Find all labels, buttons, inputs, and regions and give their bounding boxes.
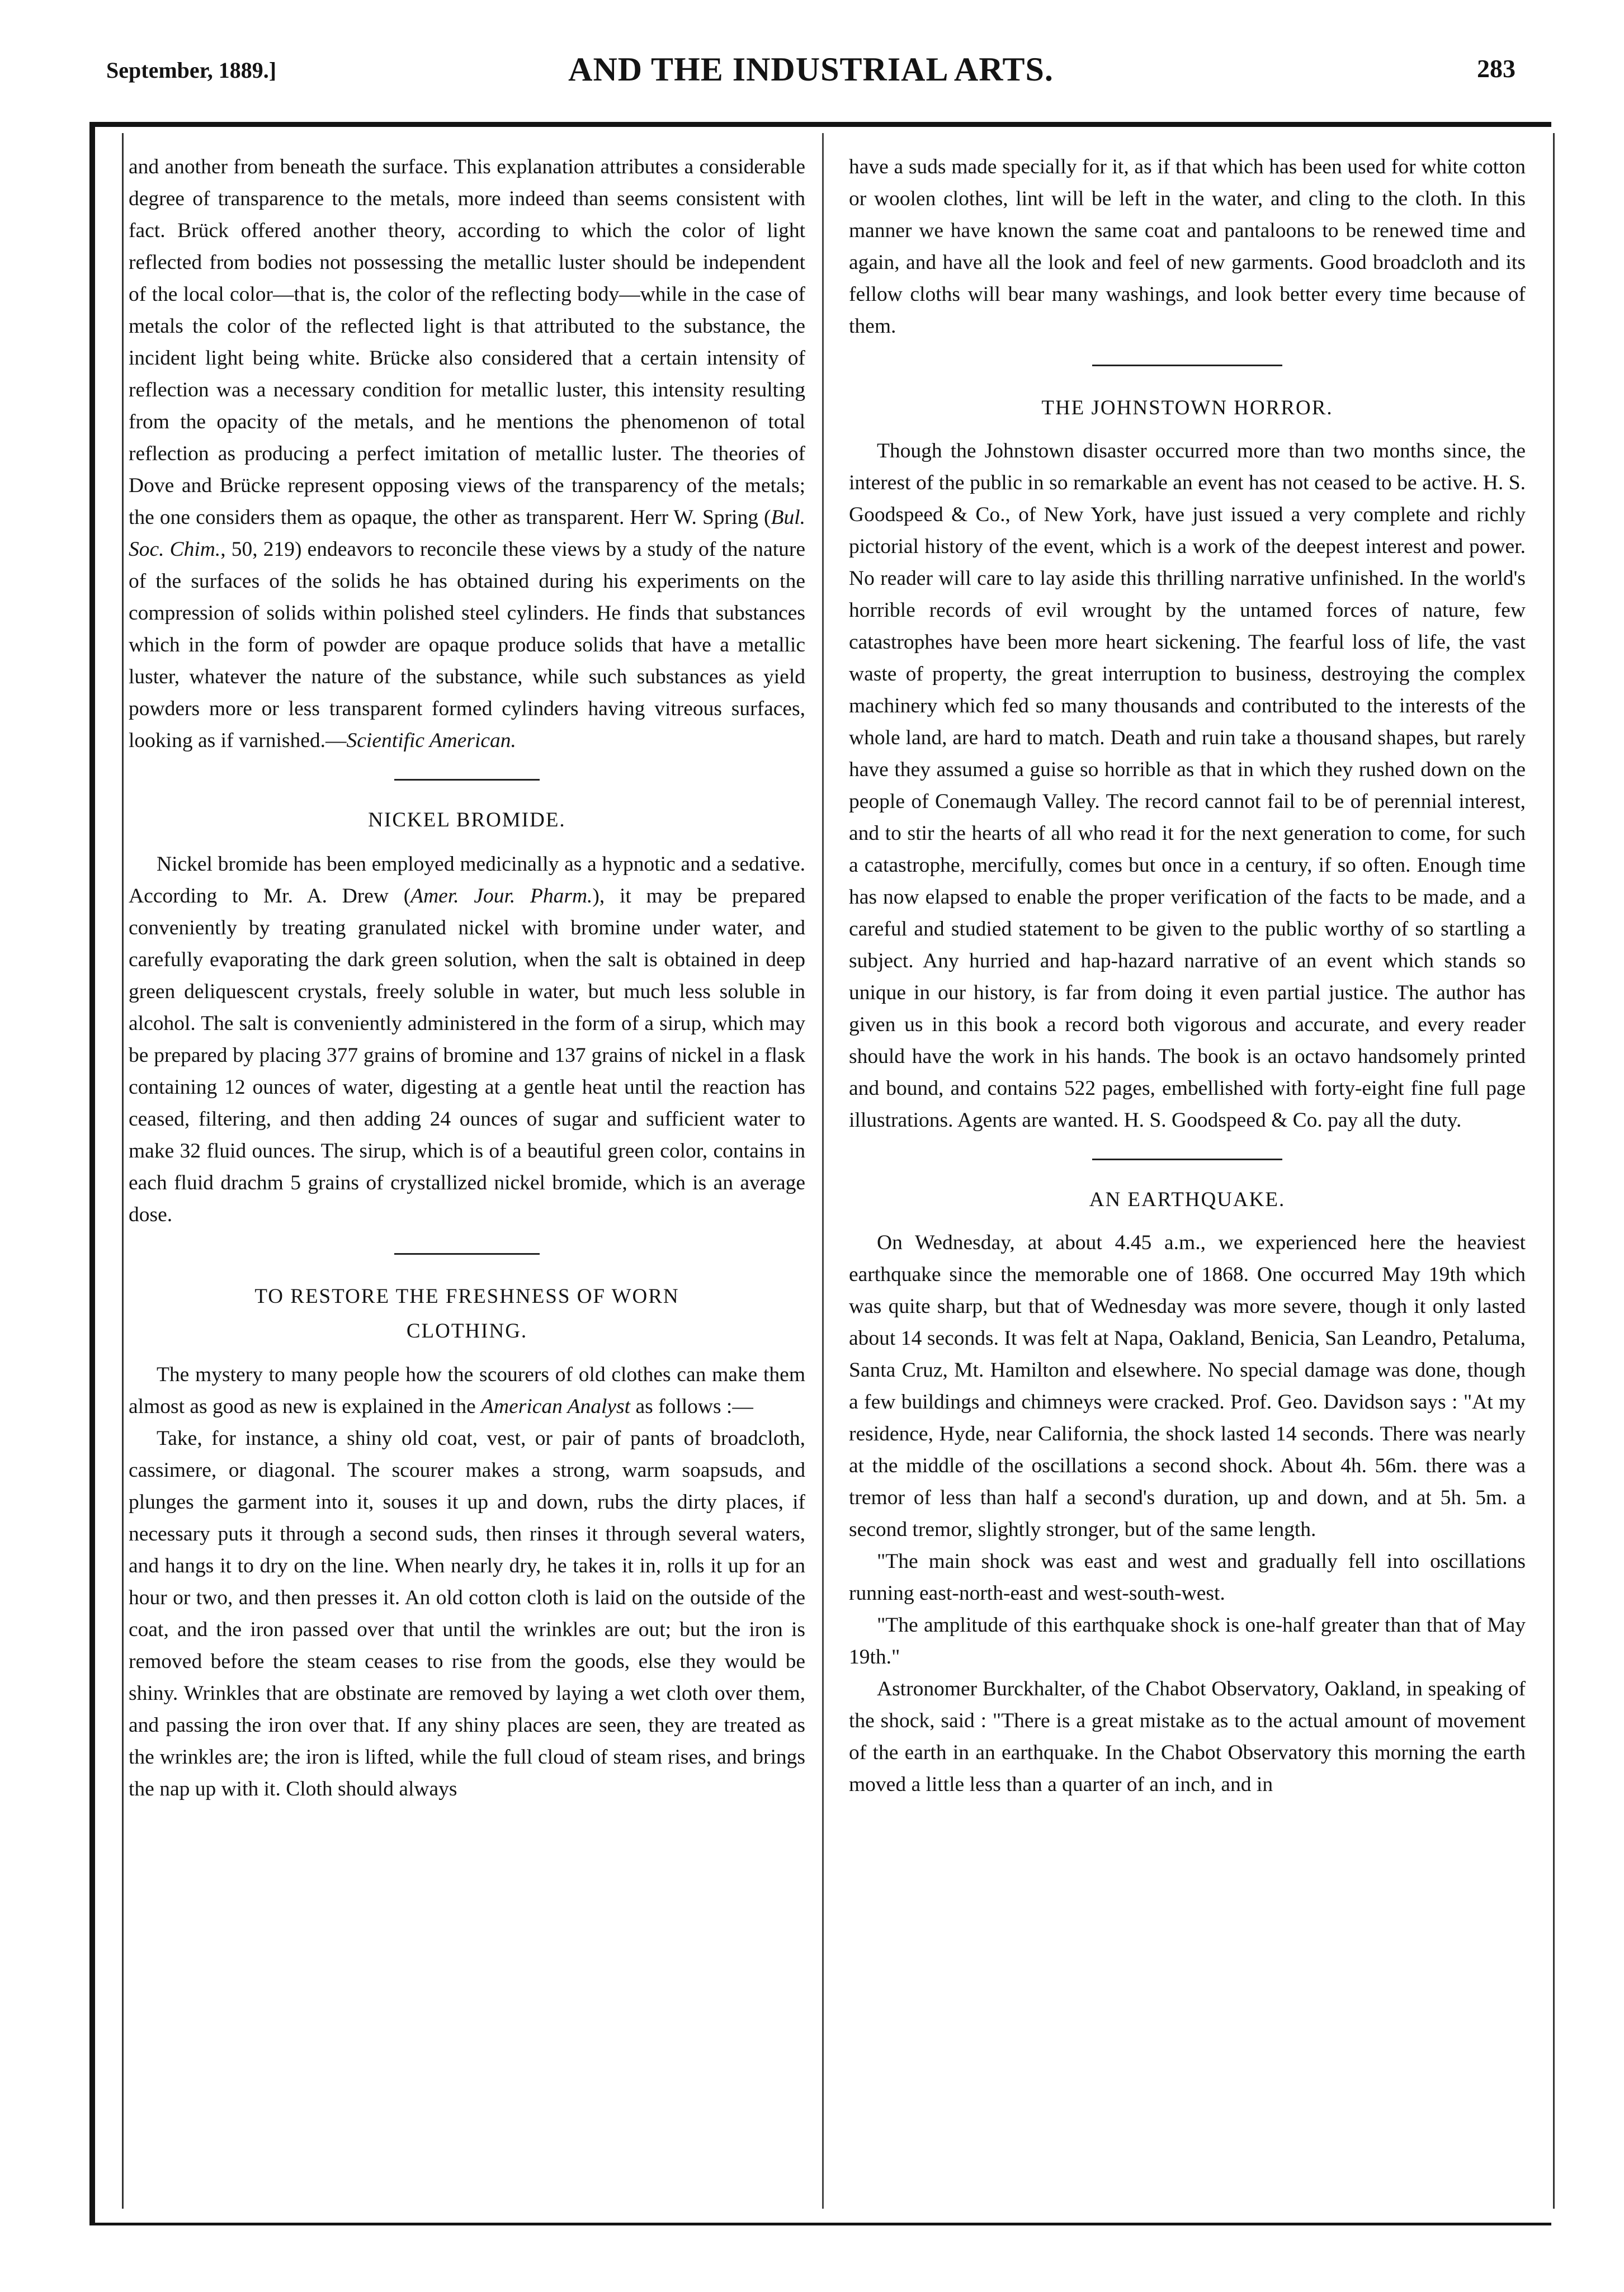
johnstown-heading: THE JOHNSTOWN HORROR. bbox=[1041, 396, 1333, 419]
section-separator bbox=[1092, 365, 1282, 366]
page-number: 283 bbox=[1477, 54, 1516, 83]
earthquake-paragraph-1: On Wednesday, at about 4.45 a.m., we experienced here the heaviest earthquake since the memorable one of 1868. One occurred May 19th which was quite sharp, but that of Wednesday was more severe, though it only lasted about 14 seconds. It was felt at Napa, Oakland, Benicia, San Leandro, Petaluma, Santa Cruz, Mt. Hamilton and elsewhere. No special damage was done, though a few buildings and chimneys were cracked. Prof. Geo. Davidson says : "At my residence, Hyde, near California, the shock lasted 14 seconds. There was nearly at the middle of the oscillations a second shock. About 4h. 56m. there was a tremor of less than half a second's duration, up and down, and at 5h. 5m. a second tremor, slightly stronger, but of the same length. bbox=[849, 1231, 1526, 1541]
johnstown-paragraph: Though the Johnstown disaster occurred more than two months since, the interest of the public in so remarkable an event has not ceased to be active. H. S. Goodspeed & Co., of New York, have just issued a very complete and richly pictorial history of the event, which is a work of the deepest interest and power. No reader will care to lay aside this thrilling narrative unfinished. In the world's horrible records of evil wrought by the untamed forces of nature, few catastrophes have been more heart sickening. The fearful loss of life, the vast waste of property, the great interruption to business, destroying the complex machinery which fed so many thousands and contributed to the interests of the whole land, are hard to match. Death and ruin take a thousand shapes, but rarely have they assumed a guise so horrible as that in which they rushed down on the people of Conemaugh Valley. The record cannot fail to be of perennial interest, and to stir the hearts of all who read it for the next generation to come, for such a catastrophe, mercifully, comes but once in a century, if so often. Enough time has now elapsed to enable the proper verification of the facts to be made, and a careful and studied statement to be given to the public worthy of so startling a subject. Any hurried and hap-hazard narrative of an event which stands so unique in our history, is far from doing it even partial justice. The author has given us in this book a record both vigorous and accurate, and every reader should have the work in his hands. The book is an octavo handsomely printed and bound, and contains 522 pages, embellished with forty-eight fine full page illustrations. Agents are wanted. H. S. Goodspeed & Co. pay all the duty. bbox=[849, 440, 1526, 1132]
running-header bbox=[106, 50, 1516, 112]
column-right-border bbox=[1553, 133, 1555, 2209]
right-column bbox=[849, 151, 1526, 1800]
column-divider bbox=[822, 133, 824, 2209]
frame-top-rule bbox=[89, 122, 1551, 127]
earthquake-heading: AN EARTHQUAKE. bbox=[1089, 1188, 1286, 1211]
earthquake-paragraph-4: Astronomer Burckhalter, of the Chabot Observatory, Oakland, in speaking of the shock, said : "There is a great mistake as to the actual amount of movement of the earth in an earthquake. In the Chabot Observatory this morning the earth moved a little less than a quarter of an inch, and in bbox=[849, 1677, 1526, 1796]
nickel-bromide-paragraph: Nickel bromide has been employed medicinally as a hypnotic and a sedative. According to Mr. A. Drew (Amer. Jour. Pharm.), it may be prepared conveniently by treating granulated nickel with bromine under water, and carefully evaporating the dark green solution, when the salt is obtained in deep green deliquescent crystals, freely soluble in water, but much less soluble in alcohol. The salt is conveniently administered in the form of a sirup, which may be prepared by placing 377 grains of bromine and 137 grains of nickel in a flask containing 12 ounces of water, digesting at a gentle heat until the reaction has ceased, filtering, and then adding 24 ounces of sugar and sufficient water to make 32 fluid ounces. The sirup, which is of a beautiful green color, contains in each fluid drachm 5 grains of crystallized nickel bromide, which is an average dose. bbox=[129, 853, 805, 1226]
frame-left-rule bbox=[89, 122, 95, 2225]
section-separator bbox=[394, 1253, 540, 1255]
issue-date: September, 1889.] bbox=[106, 58, 277, 83]
restore-clothing-intro: The mystery to many people how the scourers of old clothes can make them almost as good as new is explained in the American Analyst as follows :— bbox=[129, 1363, 805, 1418]
earthquake-paragraph-2: "The main shock was east and west and gradually fell into oscillations running east-north-east and west-south-west. bbox=[849, 1550, 1526, 1605]
left-column bbox=[129, 151, 805, 1805]
column-left-border bbox=[122, 133, 124, 2209]
restore-clothing-paragraph: Take, for instance, a shiny old coat, vest, or pair of pants of broadcloth, cassimere, or diagonal. The scourer makes a strong, warm soapsuds, and plunges the garment into it, souses it up and down, rubs the dirty places, if necessary puts it through a second suds, then rinses it through several waters, and hangs it to dry on the line. When nearly dry, he takes it in, rolls it up for an hour or two, and then presses it. An old cotton cloth is laid on the outside of the coat, and the iron passed over that until the wrinkles are out; but the iron is removed before the steam ceases to rise from the goods, else they would be shiny. Wrinkles that are obstinate are removed by laying a wet cloth over them, and passing the iron over that. If any shiny places are seen, they are treated as the wrinkles are; the iron is lifted, while the full cloud of steam rises, and brings the nap up with it. Cloth should always bbox=[129, 1427, 805, 1800]
frame-bottom-rule bbox=[89, 2223, 1551, 2225]
restore-clothing-heading: TO RESTORE THE FRESHNESS OF WORN CLOTHING. bbox=[254, 1285, 679, 1343]
source-credit: Scientific American. bbox=[346, 729, 516, 752]
section-separator bbox=[394, 779, 540, 781]
journal-title: AND THE INDUSTRIAL ARTS. bbox=[568, 51, 1054, 88]
citation-journal: Bul. Soc. Chim. bbox=[129, 506, 805, 561]
nickel-bromide-heading: NICKEL BROMIDE. bbox=[368, 809, 566, 831]
citation-journal: Amer. Jour. Pharm. bbox=[410, 885, 593, 908]
luster-article-continuation: and another from beneath the surface. This explanation attributes a considerable degree of transparence to the metals, more indeed than seems consistent with fact. Brück offered another theory, according to which the color of light reflected from bodies not possessing the metallic luster should be independent of the local color—that is, the color of the reflecting body—while in the case of metals the color of the reflected light is that attributed to the substance, the incident light being white. Brücke also considered that a certain intensity of reflection was a necessary condition for metallic luster, this intensity resulting from the opacity of the metals, and he mentions the phenomenon of total reflection as producing a perfect imitation of metallic luster. The theories of Dove and Brücke represent opposing views of the transparency of the metals; the one considers them as opaque, the other as transparent. Herr W. Spring (Bul. Soc. Chim., 50, 219) endeavors to reconcile these views by a study of the nature of the surfaces of the solids he has obtained during his experiments on the compression of solids within polished steel cylinders. He finds that substances which in the form of powder are opaque produce solids that have a metallic luster, whatever the nature of the substance, while such substances as yield powders more or less transparent formed cylinders having vitreous surfaces, looking as if varnished.—Scientific American. bbox=[129, 155, 805, 752]
citation-journal: American Analyst bbox=[481, 1395, 631, 1418]
earthquake-paragraph-3: "The amplitude of this earthquake shock is one-half greater than that of May 19th." bbox=[849, 1614, 1526, 1669]
page-frame bbox=[89, 122, 1551, 2225]
restore-clothing-continuation: have a suds made specially for it, as if that which has been used for white cotton or woolen clothes, lint will be left in the water, and cling to the cloth. In this manner we have known the same coat and pantaloons to be renewed time and again, and have all the look and feel of new garments. Good broadcloth and its fellow cloths will bear many washings, and look better every time because of them. bbox=[849, 155, 1526, 338]
section-separator bbox=[1092, 1159, 1282, 1160]
